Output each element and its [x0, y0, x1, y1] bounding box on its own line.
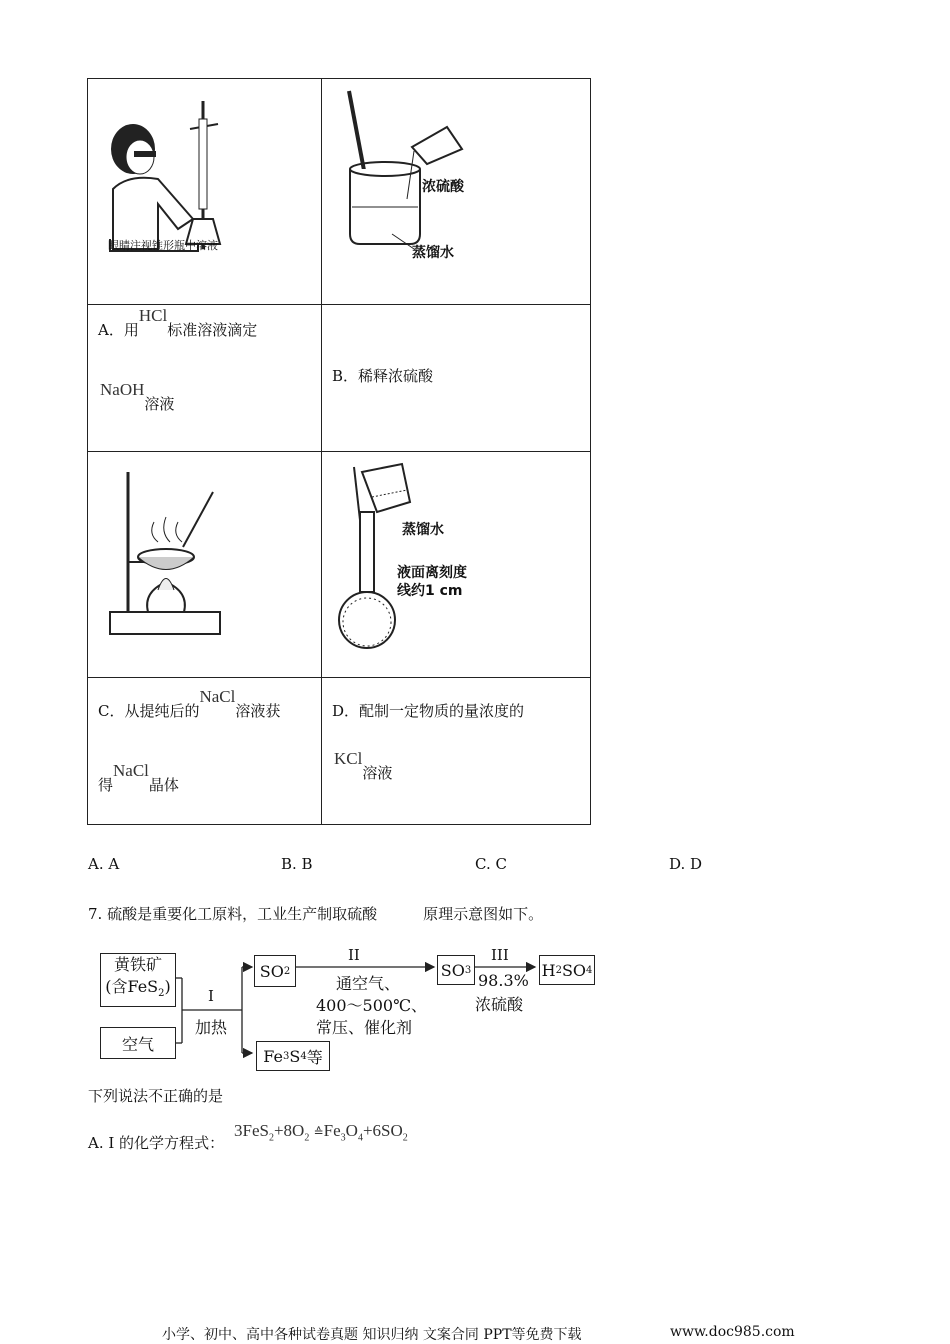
option-d-label-level-2: 线约1 cm — [397, 583, 463, 599]
box-so2: SO 2 — [254, 955, 296, 987]
option-b-text-cell — [322, 305, 591, 452]
option-d-line1: D．配制一定物质的量浓度的 — [332, 702, 525, 720]
option-d-label-water: 蒸馏水 — [402, 522, 444, 538]
option-b-label-acid: 浓硫酸 — [422, 179, 464, 195]
step2-condition-2: 400～500℃、 — [316, 996, 427, 1015]
equation-fes2-roasting: $3FeS_2+8O_2$ $≙Fe_3O_4+6SO_2$ — [234, 1121, 408, 1144]
option-d-line2: KCl溶液 — [334, 749, 393, 782]
question7-option-a[interactable]: A. I 的化学方程式： — [88, 1134, 225, 1152]
dilution-illustration — [322, 79, 590, 300]
option-a-image-cell — [88, 79, 322, 305]
options-table — [87, 78, 591, 825]
volumetric-flask-illustration — [322, 452, 590, 673]
option-a-image-caption: 眼睛注视锥形瓶中溶液 — [108, 239, 218, 252]
box-fe3s4: Fe 3 S 4 等 — [256, 1041, 330, 1071]
option-d-image-cell — [322, 452, 591, 678]
answer-b[interactable]: B. B — [281, 855, 313, 873]
box-so3: SO 3 — [437, 955, 475, 985]
option-c-line1: C．从提纯后的NaCl溶液获 — [98, 687, 281, 720]
step2-condition-3: 常压、催化剂 — [316, 1018, 413, 1037]
step1-condition: 加热 — [195, 1018, 228, 1037]
step2-label: II — [348, 946, 360, 964]
step1-label: I — [208, 987, 214, 1005]
option-d-text-cell — [322, 678, 591, 825]
option-c-line2: 得NaCl晶体 — [98, 761, 179, 794]
heat-equals-sign: ≙ — [313, 1125, 324, 1139]
option-b-image-cell — [322, 79, 591, 305]
step3-condition-2: 浓硫酸 — [475, 995, 524, 1014]
step2-condition-1: 通空气、 — [336, 974, 401, 993]
option-c-text-cell — [88, 678, 322, 825]
footer-url[interactable]: www.doc985.com — [670, 1324, 795, 1340]
step3-label: III — [491, 946, 509, 964]
evaporation-illustration — [88, 452, 321, 673]
footer-text: 小学、初中、高中各种试卷真题 知识归纳 文案合同 PPT等免费下载 — [162, 1327, 582, 1343]
box-h2so4: H 2 SO 4 — [539, 955, 595, 985]
step3-condition-1: 98.3% — [478, 971, 529, 990]
titration-illustration — [88, 79, 321, 300]
option-c-image-cell — [88, 452, 322, 678]
option-d-label-level-1: 液面离刻度 — [397, 565, 467, 581]
option-b-label-water: 蒸馏水 — [412, 245, 454, 261]
option-b-text: B．稀释浓硫酸 — [332, 367, 434, 385]
answer-c[interactable]: C. C — [475, 855, 507, 873]
option-a-line1: A．用HCl标准溶液滴定 — [98, 306, 258, 339]
option-a-line2: NaOH溶液 — [100, 380, 175, 413]
question7-stem: 7. 硫酸是重要化工原料，工业生产制取硫酸 原理示意图如下。 — [88, 905, 544, 923]
option-a-text-cell — [88, 305, 322, 452]
question7-prompt: 下列说法不正确的是 — [88, 1087, 224, 1105]
box-pyrite: 黄铁矿 (含FeS$_2$) — [100, 953, 176, 1007]
answer-d[interactable]: D. D — [669, 855, 703, 873]
box-air: 空气 — [100, 1027, 176, 1059]
box-pyrite-formula: (含FeS$_2$) — [105, 977, 171, 1000]
answer-a[interactable]: A. A — [88, 855, 120, 873]
